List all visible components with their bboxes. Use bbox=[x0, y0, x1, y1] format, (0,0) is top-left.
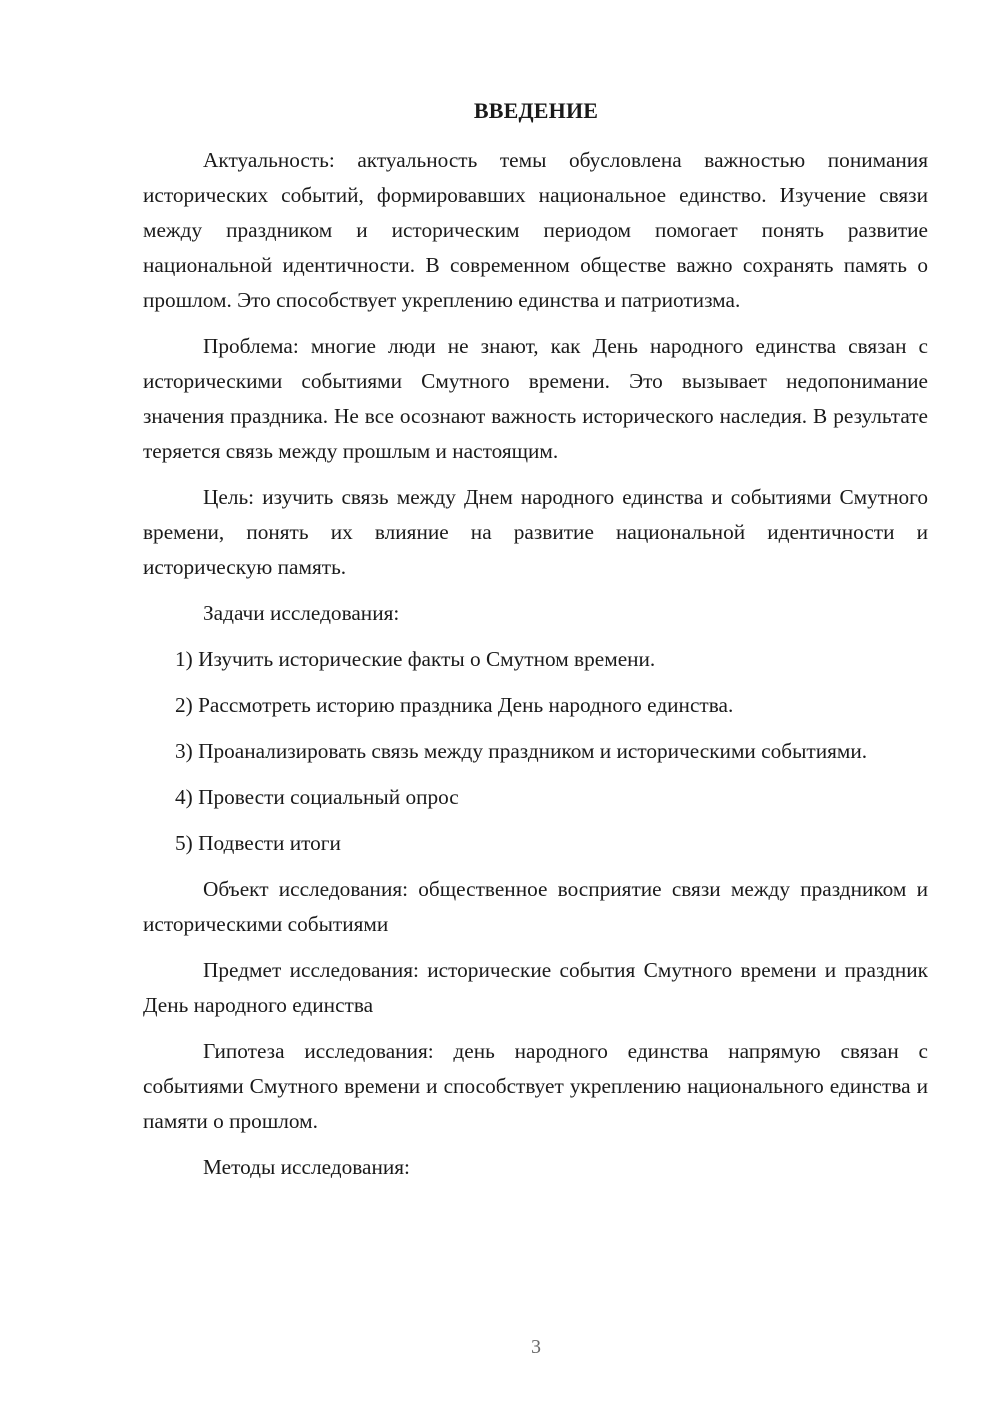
object-paragraph: Объект исследования: общественное восприятие связи между праздником и историческими событиями bbox=[143, 877, 928, 936]
relevance-paragraph: Актуальность: актуальность темы обусловлена важностью понимания исторических событий, формировавших национальное единство. Изучение связи между праздником и историческим периодом помогает понять развитие национальной идентичности. В современном обществе важно сохранять память о прошлом. Это способствует укреплению единства и патриотизма. bbox=[143, 148, 928, 312]
page-heading: ВВЕДЕНИЕ bbox=[473, 98, 599, 123]
task-item-3: 3) Проанализировать связь между праздником и историческими событиями. bbox=[175, 739, 868, 763]
document-body bbox=[143, 143, 928, 1196]
task-item-5: 5) Подвести итоги bbox=[175, 831, 341, 855]
tasks-heading: Задачи исследования: bbox=[203, 601, 400, 625]
hypothesis-paragraph: Гипотеза исследования: день народного единства напрямую связан с событиями Смутного времени и способствует укреплению национального единства и памяти о прошлом. bbox=[143, 1039, 928, 1133]
methods-heading: Методы исследования: bbox=[203, 1155, 410, 1179]
goal-paragraph: Цель: изучить связь между Днем народного единства и событиями Смутного времени, понять их влияние на развитие национальной идентичности и историческую память. bbox=[143, 485, 928, 579]
problem-paragraph: Проблема: многие люди не знают, как День народного единства связан с историческими событиями Смутного времени. Это вызывает недопонимание значения праздника. Не все осознают важность исторического наследия. В результате теряется связь между прошлым и настоящим. bbox=[143, 334, 928, 463]
page-number: 3 bbox=[531, 1336, 541, 1358]
task-item-4: 4) Провести социальный опрос bbox=[175, 785, 459, 809]
task-item-1: 1) Изучить исторические факты о Смутном времени. bbox=[175, 647, 656, 671]
task-item-2: 2) Рассмотреть историю праздника День народного единства. bbox=[175, 693, 734, 717]
subject-paragraph: Предмет исследования: исторические события Смутного времени и праздник День народного единства bbox=[143, 958, 928, 1017]
